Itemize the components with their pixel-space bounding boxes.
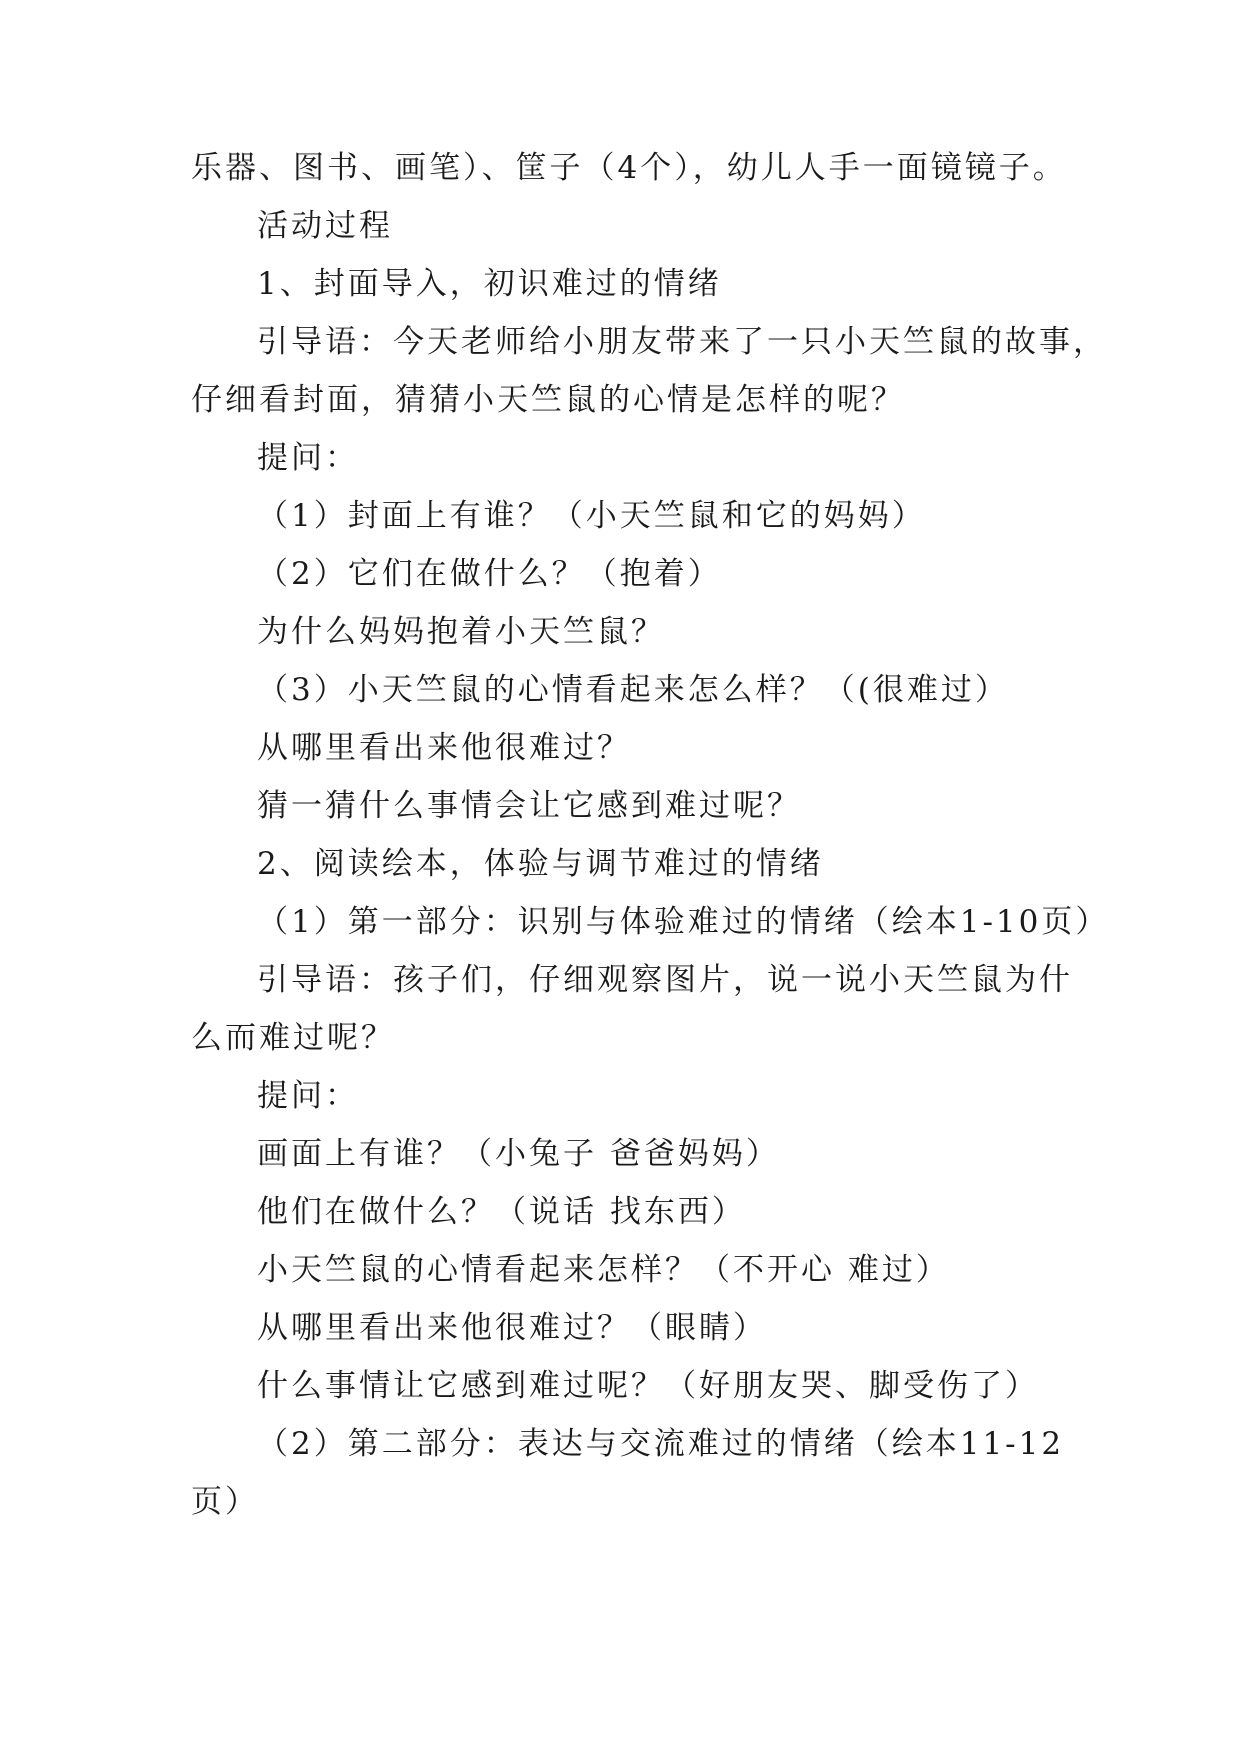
question-line: 画面上有谁？（小兔子 爸爸妈妈） [257,1136,780,1172]
paragraph-line: 引导语：孩子们，仔细观察图片，说一说小天竺鼠为什 [257,962,1073,998]
section-heading: 活动过程 [257,208,393,244]
question-line: 他们在做什么？（说话 找东西） [257,1194,746,1230]
question-line: 为什么妈妈抱着小天竺鼠？ [257,614,665,650]
question-line: 小天竺鼠的心情看起来怎样？（不开心 难过） [257,1252,950,1288]
question-line: 从哪里看出来他很难过？ [257,730,631,766]
paragraph-line: 提问： [257,440,359,476]
subsection-heading: （2）第二部分：表达与交流难过的情绪（绘本11-12 [257,1426,1065,1462]
question-line: 猜一猜什么事情会让它感到难过呢？ [257,788,801,824]
question-line: 什么事情让它感到难过呢？（好朋友哭、脚受伤了） [257,1368,1039,1404]
paragraph-line: 乐器、图书、画笔）、筐子（4个），幼儿人手一面镜镜子。 [191,150,1067,186]
question-line: （1）封面上有谁？（小天竺鼠和它的妈妈） [257,498,926,534]
subsection-heading: （1）第一部分：识别与体验难过的情绪（绘本1-10页） [257,904,1110,940]
section-heading: 2、阅读绘本，体验与调节难过的情绪 [257,846,824,882]
paragraph-line: 仔细看封面，猜猜小天竺鼠的心情是怎样的呢？ [191,382,905,418]
question-line: 从哪里看出来他很难过？（眼睛） [257,1310,767,1346]
question-line: （2）它们在做什么？（抱着） [257,556,722,592]
paragraph-line: 引导语：今天老师给小朋友带来了一只小天竺鼠的故事， [257,324,1107,360]
section-heading: 1、封面导入，初识难过的情绪 [257,266,722,302]
paragraph-line: 么而难过呢？ [191,1020,395,1056]
paragraph-line: 提问： [257,1078,359,1114]
question-line: （3）小天竺鼠的心情看起来怎么样？（(很难过） [257,672,1009,708]
paragraph-line: 页） [191,1484,259,1520]
